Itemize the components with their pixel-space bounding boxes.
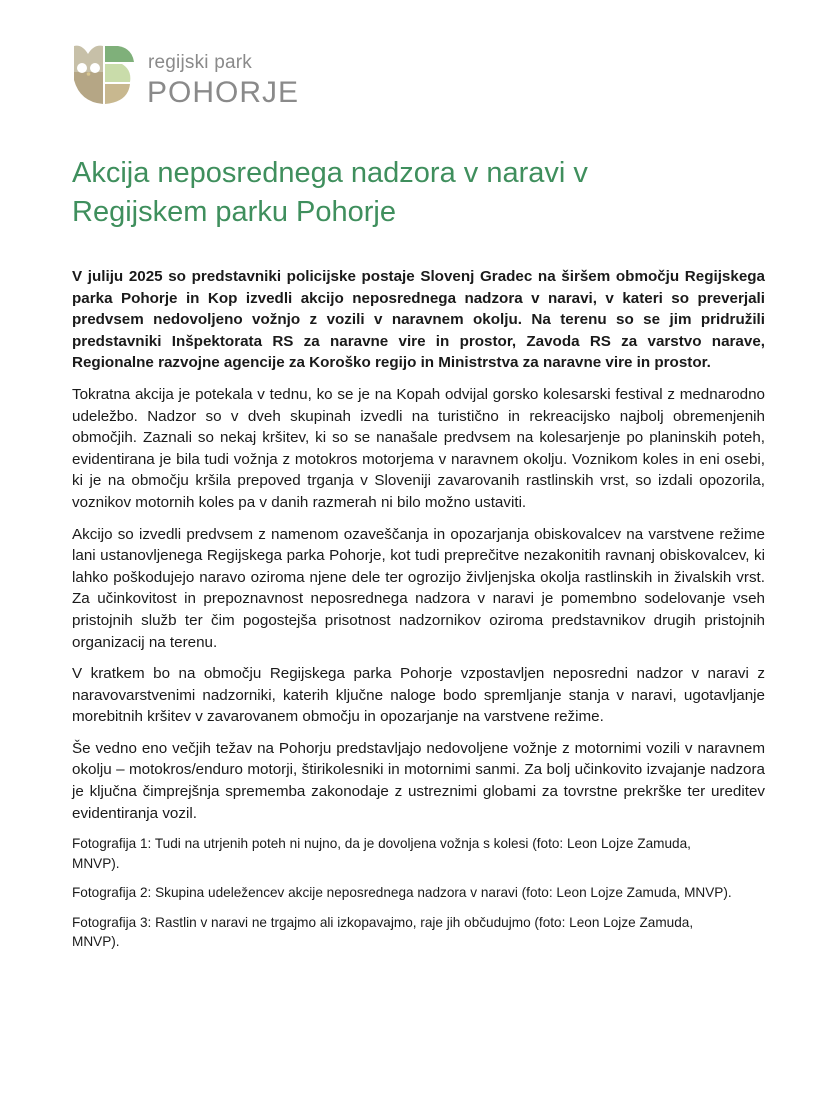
body-paragraph: Še vedno eno večjih težav na Pohorju predstavljajo nedovoljene vožnje z motornimi vozili v naravnem okolju – motokros/enduro motorji, štirikolesniki in motornimi sanmi. Za bolj učinkovito izvajanje nadzora je ključna čimprejšnja sprememba zakonodaje z ustreznimi globami za tovrstne prekrške ter ureditev evidentiranja vozil. [72,739,765,822]
logo-subtitle: regijski park [148,52,252,73]
owl-leaf-logo-icon [72,42,136,106]
article-body [72,266,765,962]
photo-caption: Fotografija 1: Tudi na utrjenih poteh ni nujno, da je dovoljena vožnja s kolesi (foto: Leon Lojze Zamuda, MNVP). [72,836,691,871]
logo-name: POHORJE [147,76,300,109]
body-paragraph: Akcijo so izvedli predvsem z namenom ozaveščanja in opozarjanja obiskovalcev na varstvene režime lani ustanovljenega Regijskega parka Pohorje, kot tudi preprečitve nezakonitih ravnanj obiskovalcev, ki lahko poškodujejo naravo oziroma njene dele ter ogrozijo življenjska okolja rastlinskih in živalskih vrst. Za učinkovitost in prepoznavnost neposrednega nadzora v naravi je pomembno sodelovanje vseh pristojnih služb ter čim pogostejša prisotnost nadzornikov oziroma predstavnikov drugih pristojnih organizacij na terenu. [72,525,765,651]
park-logo [72,42,302,108]
photo-caption: Fotografija 2: Skupina udeležencev akcije neposrednega nadzora v naravi (foto: Leon Lojze Zamuda, MNVP). [72,885,732,901]
body-paragraph: V kratkem bo na območju Regijskega parka Pohorje vzpostavljen neposredni nadzor v naravi z naravovarstvenimi nadzorniki, katerih ključne naloge bodo spremljanje stanja v naravi, ugotavljanje morebitnih kršitev v zavarovanem območju in opozarjanje na varstvene režime. [72,665,765,726]
lead-paragraph: V juliju 2025 so predstavniki policijske postaje Slovenj Gradec na širšem območju Regijskega parka Pohorje in Kop izvedli akcijo neposrednega nadzora v naravi, v kateri so preverjali predvsem nedovoljeno vožnjo z vozili v naravnem okolju. Na terenu so se jim pridružili predstavniki Inšpektorata RS za naravne vire in prostor, Zavoda RS za varstvo narave, Regionalne razvojne agencije za Koroško regijo in Ministrstva za naravne vire in prostor. [72,268,765,372]
photo-caption: Fotografija 3: Rastlin v naravi ne trgajmo ali izkopavajmo, raje jih občudujmo (foto: Leon Lojze Zamuda, MNVP). [72,914,694,950]
body-paragraph: Tokratna akcija je potekala v tednu, ko se je na Kopah odvijal gorsko kolesarski festival z mednarodno udeležbo. Nadzor so v dveh skupinah izvedli na turistično in rekreacijsko najbolj obremenjenih območjih. Zaznali so nekaj kršitev, ki so se nanašale predvsem na kolesarjenje po planinskih poteh, evidentirana je bila tudi vožnja z motokros motorjema v naravnem okolju. Voznikom koles in eni osebi, ki je na območju kršila prepoved trganja v Sloveniji zavarovanih rastlinskih vrst, so izdali opozorila, voznikov motornih koles pa v danih razmerah ni bilo možno ustaviti. [72,385,765,511]
page-title: Akcija neposrednega nadzora v naravi v Regijskem parku Pohorje [72,157,588,228]
